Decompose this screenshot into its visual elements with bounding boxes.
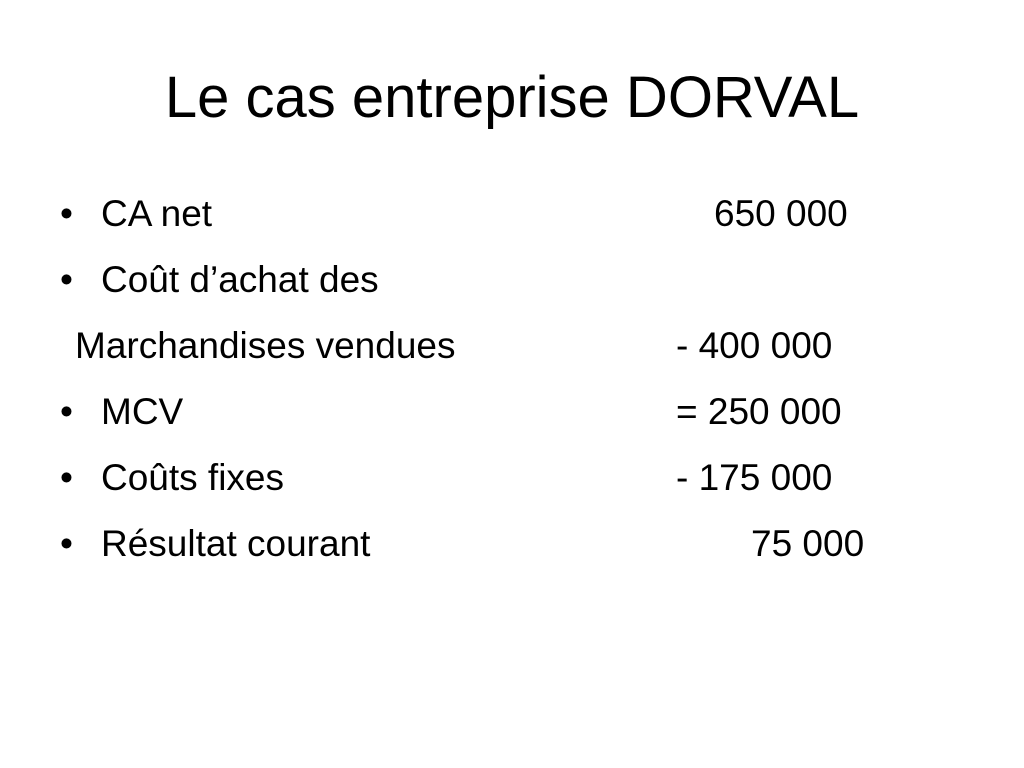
item-label: MCV: [101, 391, 184, 432]
item-label: Marchandises vendues: [75, 325, 456, 366]
list-item-ca-net: [0, 186, 1024, 242]
bullet-icon: •: [60, 391, 73, 432]
list-item-cout-achat: [0, 252, 1024, 308]
item-value: 650 000: [714, 193, 848, 234]
bullet-icon: •: [60, 193, 73, 234]
list-item-couts-fixes: [0, 450, 1024, 506]
list-item-resultat-courant: [0, 516, 1024, 572]
item-label: Coûts fixes: [101, 457, 285, 498]
item-label: CA net: [101, 193, 213, 234]
list-item-mcv: [0, 384, 1024, 440]
bullet-icon: •: [60, 457, 73, 498]
item-label: Résultat courant: [101, 523, 371, 564]
item-value: - 400 000: [676, 325, 833, 366]
item-label: Coût d’achat des: [101, 259, 379, 300]
slide-title: Le cas entreprise DORVAL: [164, 65, 860, 130]
bullet-icon: •: [60, 259, 73, 300]
item-value: 75 000: [751, 523, 865, 564]
item-value: - 175 000: [676, 457, 833, 498]
bullet-icon: •: [60, 523, 73, 564]
item-value: = 250 000: [676, 391, 842, 432]
list-item-marchandises-vendues: [0, 318, 1024, 374]
